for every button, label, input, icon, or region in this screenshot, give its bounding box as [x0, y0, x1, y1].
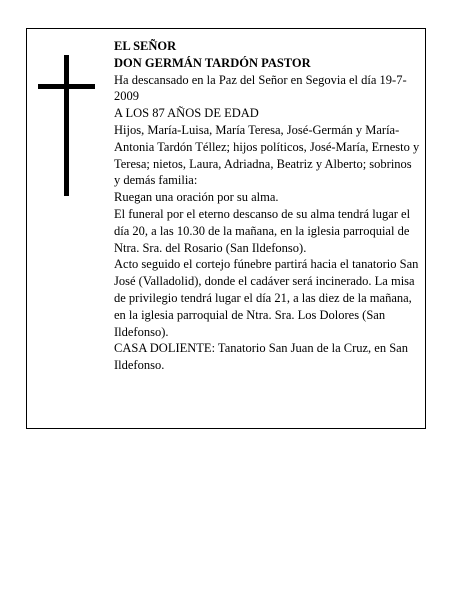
- cortege-details: Acto seguido el cortejo fúnebre partirá hacia el tanatorio San José (Valladolid), donde el cadáver será incinerado. La misa de privilegio tendrá lugar el día 21, a las diez de la mañana, en la iglesia parroquial de Ntra. Sra. Los Dolores (San Ildefonso).: [114, 257, 419, 339]
- cross-vertical-bar: [64, 55, 69, 196]
- family-list: Hijos, María-Luisa, María Teresa, José-Germán y María-Antonia Tardón Téllez; hijos políticos, José-María, Ernesto y Teresa; nietos, Laura, Adriadna, Beatriz y Alberto; sobrinos y demás familia:: [114, 122, 420, 188]
- prayer-request: Ruegan una oración por su alma.: [114, 190, 279, 205]
- mourning-house: CASA DOLIENTE: Tanatorio San Juan de la Cruz, en San Ildefonso.: [114, 341, 408, 373]
- deceased-name: DON GERMÁN TARDÓN PASTOR: [114, 55, 311, 70]
- deceased-title: EL SEÑOR: [114, 39, 177, 53]
- funeral-details: El funeral por el eterno descanso de su alma tendrá lugar el día 20, a las 10.30 de la mañana, en la iglesia parroquial de Ntra. Sra. del Rosario (San Ildefonso).: [114, 206, 411, 255]
- obituary-text: [114, 38, 420, 374]
- death-announcement: Ha descansado en la Paz del Señor en Segovia el día 19-7-2009: [114, 72, 407, 104]
- cross-horizontal-bar: [38, 84, 95, 89]
- age-line: A LOS 87 AÑOS DE EDAD: [114, 106, 259, 121]
